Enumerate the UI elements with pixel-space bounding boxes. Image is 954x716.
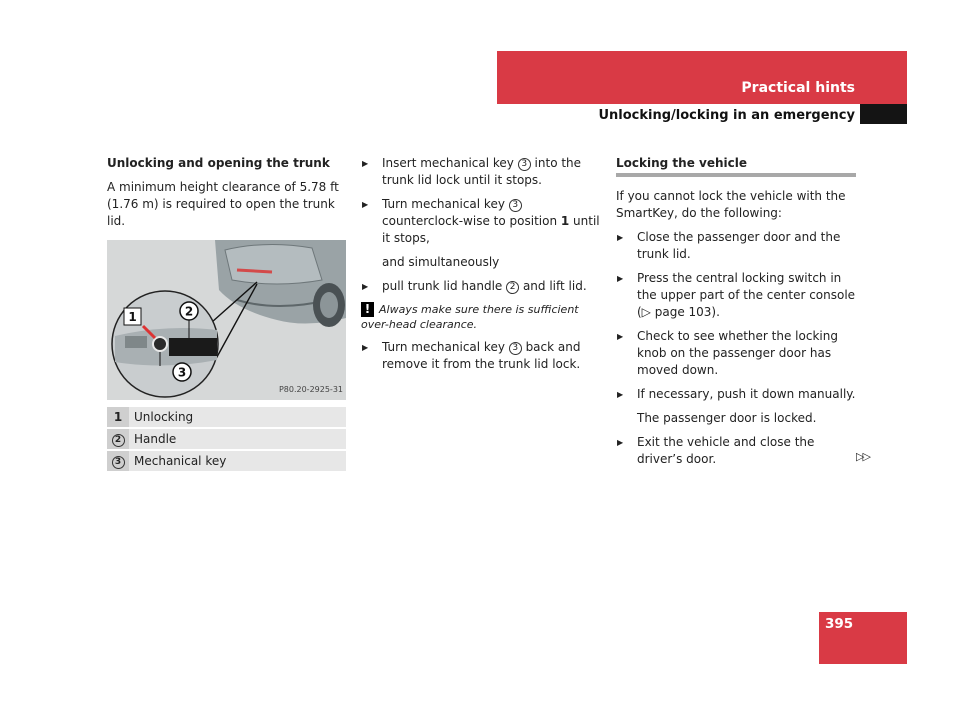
bullet-icon: ▶ — [617, 332, 624, 341]
legend-key: 3 — [112, 456, 125, 469]
chapter-band — [497, 51, 907, 104]
bullet-icon: ▶ — [362, 159, 369, 168]
warning-icon: ! — [361, 302, 374, 317]
bullet-icon: ▶ — [362, 343, 369, 352]
column-trunk-unlocking — [107, 155, 347, 473]
column-locking — [616, 155, 856, 475]
heading-locking: Locking the vehicle — [616, 155, 856, 177]
step-push-down: ▶ If necessary, push it down manually. — [617, 387, 856, 401]
position-number: 1 — [560, 214, 570, 228]
legend-row — [107, 428, 346, 450]
page-reference: (▷ page 103). — [637, 305, 720, 319]
ref-key: 3 — [518, 158, 531, 171]
ref-key: 3 — [509, 199, 522, 212]
chapter-title: Practical hints — [741, 80, 855, 96]
step-remove-key: ▶ Turn mechanical key 3 back and remove it from the trunk lid lock. — [362, 340, 581, 371]
bullet-icon: ▶ — [617, 390, 624, 399]
legend-label: Unlocking — [129, 407, 346, 428]
warning-note — [361, 302, 601, 332]
page-number: 395 — [825, 616, 854, 632]
step-close-doors: ▶ Close the passenger door and the trunk lid. — [617, 230, 841, 261]
step-pull-handle: ▶ pull trunk lid handle 2 and lift lid. — [362, 279, 587, 293]
ref-handle: 2 — [506, 281, 519, 294]
locked-result: The passenger door is locked. — [637, 411, 817, 425]
chapter-tab — [860, 104, 907, 124]
callout-3: 3 — [177, 365, 187, 380]
legend-key: 2 — [112, 434, 125, 447]
locking-intro: If you cannot lock the vehicle with the SmartKey, do the following: — [616, 189, 846, 220]
callout-1: 1 — [128, 310, 137, 324]
figure-code: P80.20-2925-31 — [278, 385, 343, 394]
bullet-icon: ▶ — [362, 200, 369, 209]
clearance-text: A minimum height clearance of 5.78 ft (1.76 m) is required to open the trunk lid. — [107, 180, 339, 228]
trunk-lock-illustration — [107, 240, 346, 400]
legend-table — [107, 407, 346, 473]
continued-icon: ▷▷ — [856, 450, 869, 463]
step-press-switch: ▶ Press the central locking switch in the upper part of the center console (▷ page 103). — [617, 271, 856, 319]
section-title: Unlocking/locking in an emergency — [598, 108, 855, 123]
step-insert-key: ▶ Insert mechanical key 3 into the trunk lid lock until it stops. — [362, 156, 582, 187]
legend-row — [107, 450, 346, 472]
legend-label: Handle — [129, 428, 346, 450]
step-exit-vehicle: ▶ Exit the vehicle and close the driver’s door. — [617, 435, 815, 466]
warning-text: Always make sure there is sufficient over-head clearance. — [361, 303, 579, 331]
callout-2: 2 — [184, 304, 194, 319]
bullet-icon: ▶ — [617, 274, 624, 283]
legend-row — [107, 407, 346, 428]
legend-label: Mechanical key — [129, 450, 346, 472]
legend-key: 1 — [107, 407, 129, 428]
column-trunk-steps — [361, 155, 601, 380]
simultaneously-text: and simultaneously — [382, 255, 500, 269]
step-check-knob: ▶ Check to see whether the locking knob on the passenger door has moved down. — [617, 329, 838, 377]
heading-unlocking-trunk: Unlocking and opening the trunk — [107, 156, 330, 170]
bullet-icon: ▶ — [617, 233, 624, 242]
bullet-icon: ▶ — [362, 282, 369, 291]
bullet-icon: ▶ — [617, 438, 624, 447]
trunk-lock-figure — [107, 240, 346, 400]
step-turn-key: ▶ Turn mechanical key 3 counterclock-wise to position 1 until it stops, — [362, 197, 600, 245]
ref-key: 3 — [509, 342, 522, 355]
